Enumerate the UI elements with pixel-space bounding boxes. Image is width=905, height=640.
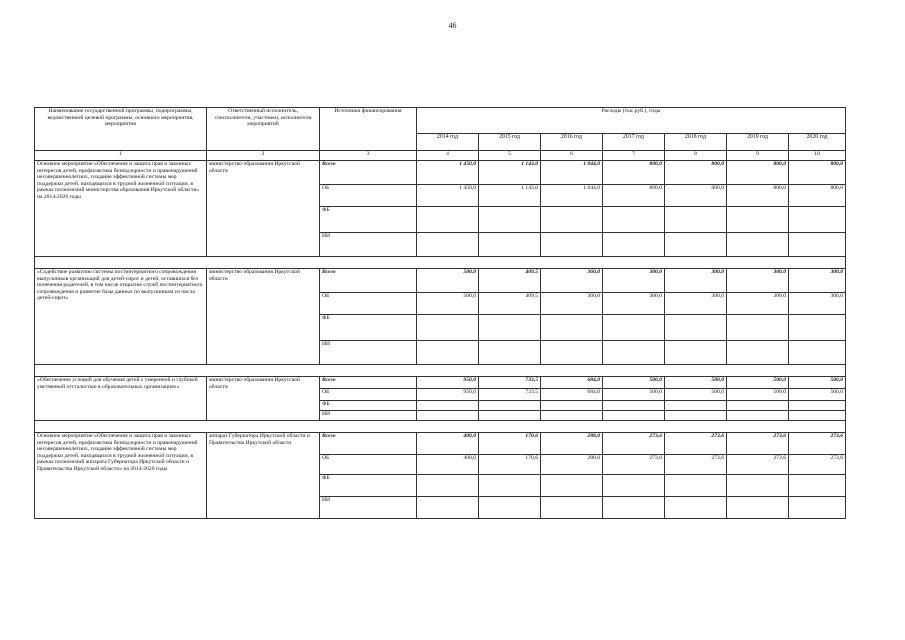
expense-value: 288,0 xyxy=(541,433,603,455)
expense-value xyxy=(603,475,665,497)
expense-value xyxy=(603,207,665,233)
expense-value: 800,0 xyxy=(603,161,665,185)
header-name: Наименование государственной программы, подпрограммы, ведомственной целевой программы, основного мероприятия, мероприятия xyxy=(35,108,207,151)
activity-name: Основное мероприятие «Обеспечение и защита прав и законных интересов детей, профилактика безнадзорности и правонарушений несовершеннолетних, создание эффективной системы мер поддержки детей, находящихся в трудной жизненной ситуации, в рамках полномочий министерства образования Иркутской области» на 2014-2020 годы xyxy=(35,161,207,257)
expense-value xyxy=(603,315,665,341)
column-number: 8 xyxy=(665,151,727,161)
column-number: 5 xyxy=(479,151,541,161)
executor-name: министерство образования Иркутской области xyxy=(207,377,320,421)
column-number: 10 xyxy=(789,151,846,161)
expense-value xyxy=(727,341,789,365)
expense-value xyxy=(541,315,603,341)
expense-value xyxy=(417,401,479,411)
funding-source: ФБ xyxy=(320,401,417,411)
expense-value xyxy=(603,411,665,421)
expense-value xyxy=(727,497,789,519)
expense-value: 300,0 xyxy=(603,293,665,315)
expense-value xyxy=(479,341,541,365)
expense-value: 1 143,0 xyxy=(479,161,541,185)
expense-value xyxy=(417,341,479,365)
header-year: 2017 год xyxy=(603,134,665,151)
expense-value: 170,6 xyxy=(479,455,541,475)
expense-value: 733,5 xyxy=(479,377,541,389)
expense-value xyxy=(417,207,479,233)
expense-value xyxy=(727,233,789,257)
table-row xyxy=(35,433,846,455)
table-row xyxy=(35,377,846,389)
expense-value xyxy=(541,401,603,411)
expense-value: 273,6 xyxy=(665,433,727,455)
expense-value xyxy=(417,315,479,341)
expense-value xyxy=(479,315,541,341)
row-spacer xyxy=(35,365,846,377)
expense-value: 1 450,0 xyxy=(417,185,479,207)
expense-value xyxy=(789,315,846,341)
expense-value xyxy=(479,401,541,411)
expense-value xyxy=(789,233,846,257)
expense-value xyxy=(417,411,479,421)
expense-value xyxy=(417,475,479,497)
expense-value xyxy=(541,207,603,233)
expense-value: 288,0 xyxy=(541,455,603,475)
expense-value xyxy=(479,475,541,497)
funding-source: Всего xyxy=(320,161,417,185)
expense-value: 273,6 xyxy=(603,433,665,455)
table-row xyxy=(35,161,846,185)
expense-value xyxy=(789,411,846,421)
expense-value xyxy=(479,233,541,257)
column-number: 2 xyxy=(207,151,320,161)
expense-value xyxy=(665,475,727,497)
expense-value xyxy=(727,411,789,421)
expense-value: 300,0 xyxy=(789,269,846,293)
expense-value: 300,0 xyxy=(603,269,665,293)
row-spacer xyxy=(35,421,846,433)
funding-source: ФБ xyxy=(320,315,417,341)
activity-name: «Содействие развитию системы постинтернатного сопровождения выпускников организаций для детей-сирот и детей, оставшихся без попечения родителей, в том числе открытие служб постинтернатного сопровождения и развитие базы данных по выпускникам из числа детей-сирот» xyxy=(35,269,207,365)
expense-value: 500,0 xyxy=(789,377,846,389)
expense-value: 500,0 xyxy=(665,389,727,401)
expense-value: 684,0 xyxy=(541,389,603,401)
expense-value: 300,0 xyxy=(665,293,727,315)
expense-value: 950,0 xyxy=(417,389,479,401)
header-year: 2015 год xyxy=(479,134,541,151)
funding-source: ФБ xyxy=(320,475,417,497)
executor-name: министерство образования Иркутской области xyxy=(207,269,320,365)
executor-name: министерство образования Иркутской области xyxy=(207,161,320,257)
expense-value xyxy=(541,411,603,421)
table-row xyxy=(35,269,846,293)
funding-source: Всего xyxy=(320,269,417,293)
column-number: 4 xyxy=(417,151,479,161)
funding-source: Всего xyxy=(320,433,417,455)
expense-value: 273,6 xyxy=(665,455,727,475)
expense-value: 500,0 xyxy=(417,293,479,315)
expense-value: 1 450,0 xyxy=(417,161,479,185)
column-number: 7 xyxy=(603,151,665,161)
expense-value: 300,0 xyxy=(727,269,789,293)
funding-source: Всего xyxy=(320,377,417,389)
column-number: 1 xyxy=(35,151,207,161)
expense-value xyxy=(541,233,603,257)
expense-value: 800,0 xyxy=(665,185,727,207)
expense-value xyxy=(665,401,727,411)
expense-value xyxy=(665,315,727,341)
expenses-table xyxy=(34,107,846,519)
expense-value xyxy=(727,207,789,233)
spacer-cell xyxy=(35,257,846,269)
expense-value xyxy=(789,341,846,365)
expense-value: 273,6 xyxy=(603,455,665,475)
expense-value: 1 044,0 xyxy=(541,185,603,207)
expense-value xyxy=(479,207,541,233)
funding-source: ОБ xyxy=(320,293,417,315)
expense-value xyxy=(603,233,665,257)
expense-value xyxy=(417,233,479,257)
expense-value xyxy=(727,475,789,497)
expense-value: 300,0 xyxy=(665,269,727,293)
header-year: 2019 год xyxy=(727,134,789,151)
funding-source: ОБ xyxy=(320,389,417,401)
expense-value: 273,6 xyxy=(789,433,846,455)
expense-value: 360,0 xyxy=(541,269,603,293)
header-year: 2014 год xyxy=(417,134,479,151)
expense-value xyxy=(603,401,665,411)
expense-value xyxy=(727,401,789,411)
expense-value: 684,0 xyxy=(541,377,603,389)
expense-value: 409,5 xyxy=(479,269,541,293)
expense-value: 500,0 xyxy=(727,389,789,401)
expense-value: 500,0 xyxy=(603,377,665,389)
expense-value: 800,0 xyxy=(665,161,727,185)
funding-source: ОБ xyxy=(320,185,417,207)
expense-value: 950,0 xyxy=(417,377,479,389)
expense-value: 170,6 xyxy=(479,433,541,455)
expense-value xyxy=(789,497,846,519)
funding-source: ИИ xyxy=(320,341,417,365)
expense-value: 800,0 xyxy=(789,161,846,185)
expense-value xyxy=(789,401,846,411)
expense-value: 1 044,0 xyxy=(541,161,603,185)
expense-value: 273,6 xyxy=(727,433,789,455)
expense-value xyxy=(541,475,603,497)
expense-value: 800,0 xyxy=(789,185,846,207)
expense-value: 1 143,0 xyxy=(479,185,541,207)
expense-value xyxy=(665,341,727,365)
header-expenses: Расходы (тыс.руб.), годы xyxy=(417,108,846,134)
funding-source: ИИ xyxy=(320,411,417,421)
funding-source: ОБ xyxy=(320,455,417,475)
expense-value: 300,0 xyxy=(727,293,789,315)
column-number: 3 xyxy=(320,151,417,161)
expense-value: 273,6 xyxy=(727,455,789,475)
header-year: 2020 год xyxy=(789,134,846,151)
column-numbers-row xyxy=(35,151,846,161)
expense-value: 500,0 xyxy=(417,269,479,293)
expense-value xyxy=(789,207,846,233)
executor-name: аппарат Губернатора Иркутской области и Правительства Иркутской области xyxy=(207,433,320,519)
expense-value xyxy=(789,475,846,497)
expense-value: 800,0 xyxy=(603,185,665,207)
expense-value xyxy=(541,497,603,519)
column-number: 9 xyxy=(727,151,789,161)
expense-value: 400,0 xyxy=(417,455,479,475)
expense-value: 800,0 xyxy=(727,161,789,185)
header-year: 2016 год xyxy=(541,134,603,151)
header-executor: Ответственный исполнитель, соисполнители, участники, исполнители мероприятий xyxy=(207,108,320,151)
funding-source: ИИ xyxy=(320,233,417,257)
spacer-cell xyxy=(35,365,846,377)
header-year: 2018 год xyxy=(665,134,727,151)
expense-value xyxy=(417,497,479,519)
header-source: Источники финансирования xyxy=(320,108,417,151)
expense-value xyxy=(665,411,727,421)
expense-value xyxy=(665,207,727,233)
row-spacer xyxy=(35,257,846,269)
column-number: 6 xyxy=(541,151,603,161)
expense-value: 273,6 xyxy=(789,455,846,475)
expense-value: 500,0 xyxy=(603,389,665,401)
expense-value: 409,5 xyxy=(479,293,541,315)
expense-value: 800,0 xyxy=(727,185,789,207)
page-number: 46 xyxy=(448,21,457,30)
activity-name: Основное мероприятие «Обеспечение и защита прав и законных интересов детей, профилактика безнадзорности и правонарушений несовершеннолетних, создание эффективной системы мер поддержки детей, находящихся в трудной жизненной ситуации, в рамках полномочий аппарата Губернатора Иркутской области и Правительства Иркутской области» на 2014-2020 годы xyxy=(35,433,207,519)
expense-value: 400,0 xyxy=(417,433,479,455)
expense-value xyxy=(479,497,541,519)
spacer-cell xyxy=(35,421,846,433)
funding-source: ИИ xyxy=(320,497,417,519)
expense-value xyxy=(603,341,665,365)
expense-value: 500,0 xyxy=(665,377,727,389)
expense-value: 500,0 xyxy=(727,377,789,389)
expense-value xyxy=(541,341,603,365)
expense-value: 733,5 xyxy=(479,389,541,401)
activity-name: «Обеспечение условий для обучения детей с умеренной и глубокой умственной отсталостью в образовательных организациях» xyxy=(35,377,207,421)
expense-value xyxy=(603,497,665,519)
expense-value: 300,0 xyxy=(789,293,846,315)
expense-value xyxy=(727,315,789,341)
funding-source: ФБ xyxy=(320,207,417,233)
expense-value xyxy=(665,233,727,257)
expense-value xyxy=(665,497,727,519)
expense-value: 500,0 xyxy=(789,389,846,401)
expense-value xyxy=(479,411,541,421)
expense-value: 360,0 xyxy=(541,293,603,315)
